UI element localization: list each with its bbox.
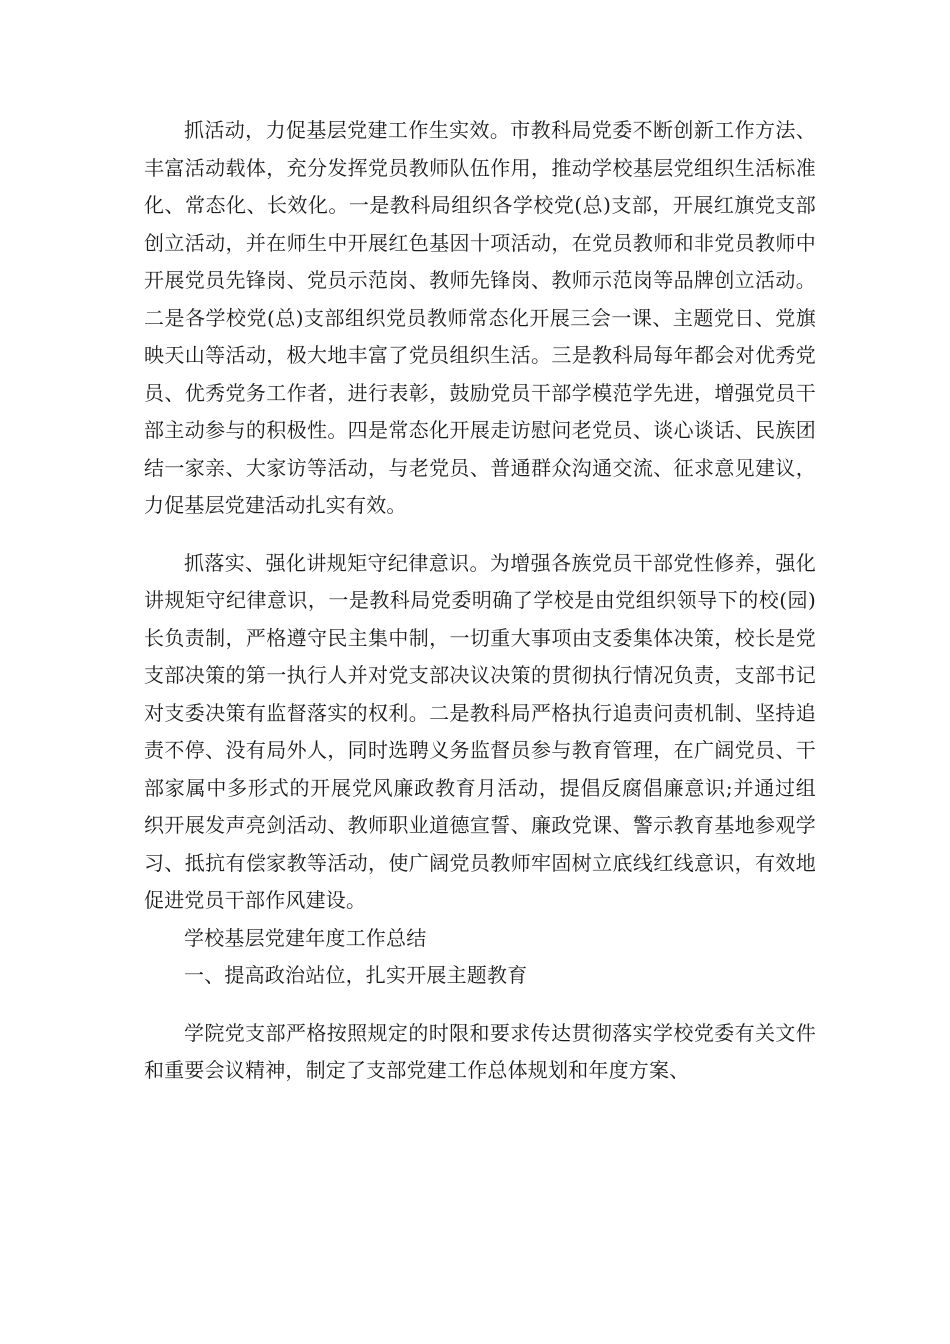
paragraph-activities: 抓活动，力促基层党建工作生实效。市教科局党委不断创新工作方法、丰富活动载体，充分发挥党员教师队伍作用，推动学校基层党组织生活标准化、常态化、长效化。一是教科局组织各学校党(总)支部，开展红旗党支部创立活动，并在师生中开展红色基因十项活动，在党员教师和非党员教师中开展党员先锋岗、党员示范岗、教师先锋岗、教师示范岗等品牌创立活动。二是各学校党(总)支部组织党员教师常态化开展三会一课、主题党日、党旗映天山等活动，极大地丰富了党员组织生活。三是教科局每年都会对优秀党员、优秀党务工作者，进行表彰，鼓励党员干部学模范学先进，增强党员干部主动参与的积极性。四是常态化开展走访慰问老党员、谈心谈话、民族团结一家亲、大家访等活动，与老党员、普通群众沟通交流、征求意见建议，力促基层党建活动扎实有效。	[144, 118, 816, 517]
section-heading: 一、提高政治站位，扎实开展主题教育	[184, 963, 528, 987]
document-body	[144, 112, 816, 1090]
document-title: 学校基层党建年度工作总结	[184, 925, 427, 950]
paragraph-theme-education: 学院党支部严格按照规定的时限和要求传达贯彻落实学校党委有关文件和重要会议精神，制定了支部党建工作总体规划和年度方案、	[144, 1020, 816, 1082]
paragraph-discipline: 抓落实、强化讲规矩守纪律意识。为增强各族党员干部党性修养，强化讲规矩守纪律意识，一是教科局党委明确了学校是由党组织领导下的校(园)长负责制，严格遵守民主集中制，一切重大事项由支委集体决策，校长是党支部决策的第一执行人并对党支部决议决策的贯彻执行情况负责，支部书记对支委决策有监督落实的权利。二是教科局严格执行追责问责机制、坚持追责不停、没有局外人，同时选聘义务监督员参与教育管理，在广阔党员、干部家属中多形式的开展党风廉政教育月活动，提倡反腐倡廉意识;并通过组织开展发声亮剑活动、教师职业道德宣誓、廉政党课、警示教育基地参观学习、抵抗有偿家教等活动，使广阔党员教师牢固树立底线红线意识，有效地促进党员干部作风建设。	[144, 550, 816, 912]
